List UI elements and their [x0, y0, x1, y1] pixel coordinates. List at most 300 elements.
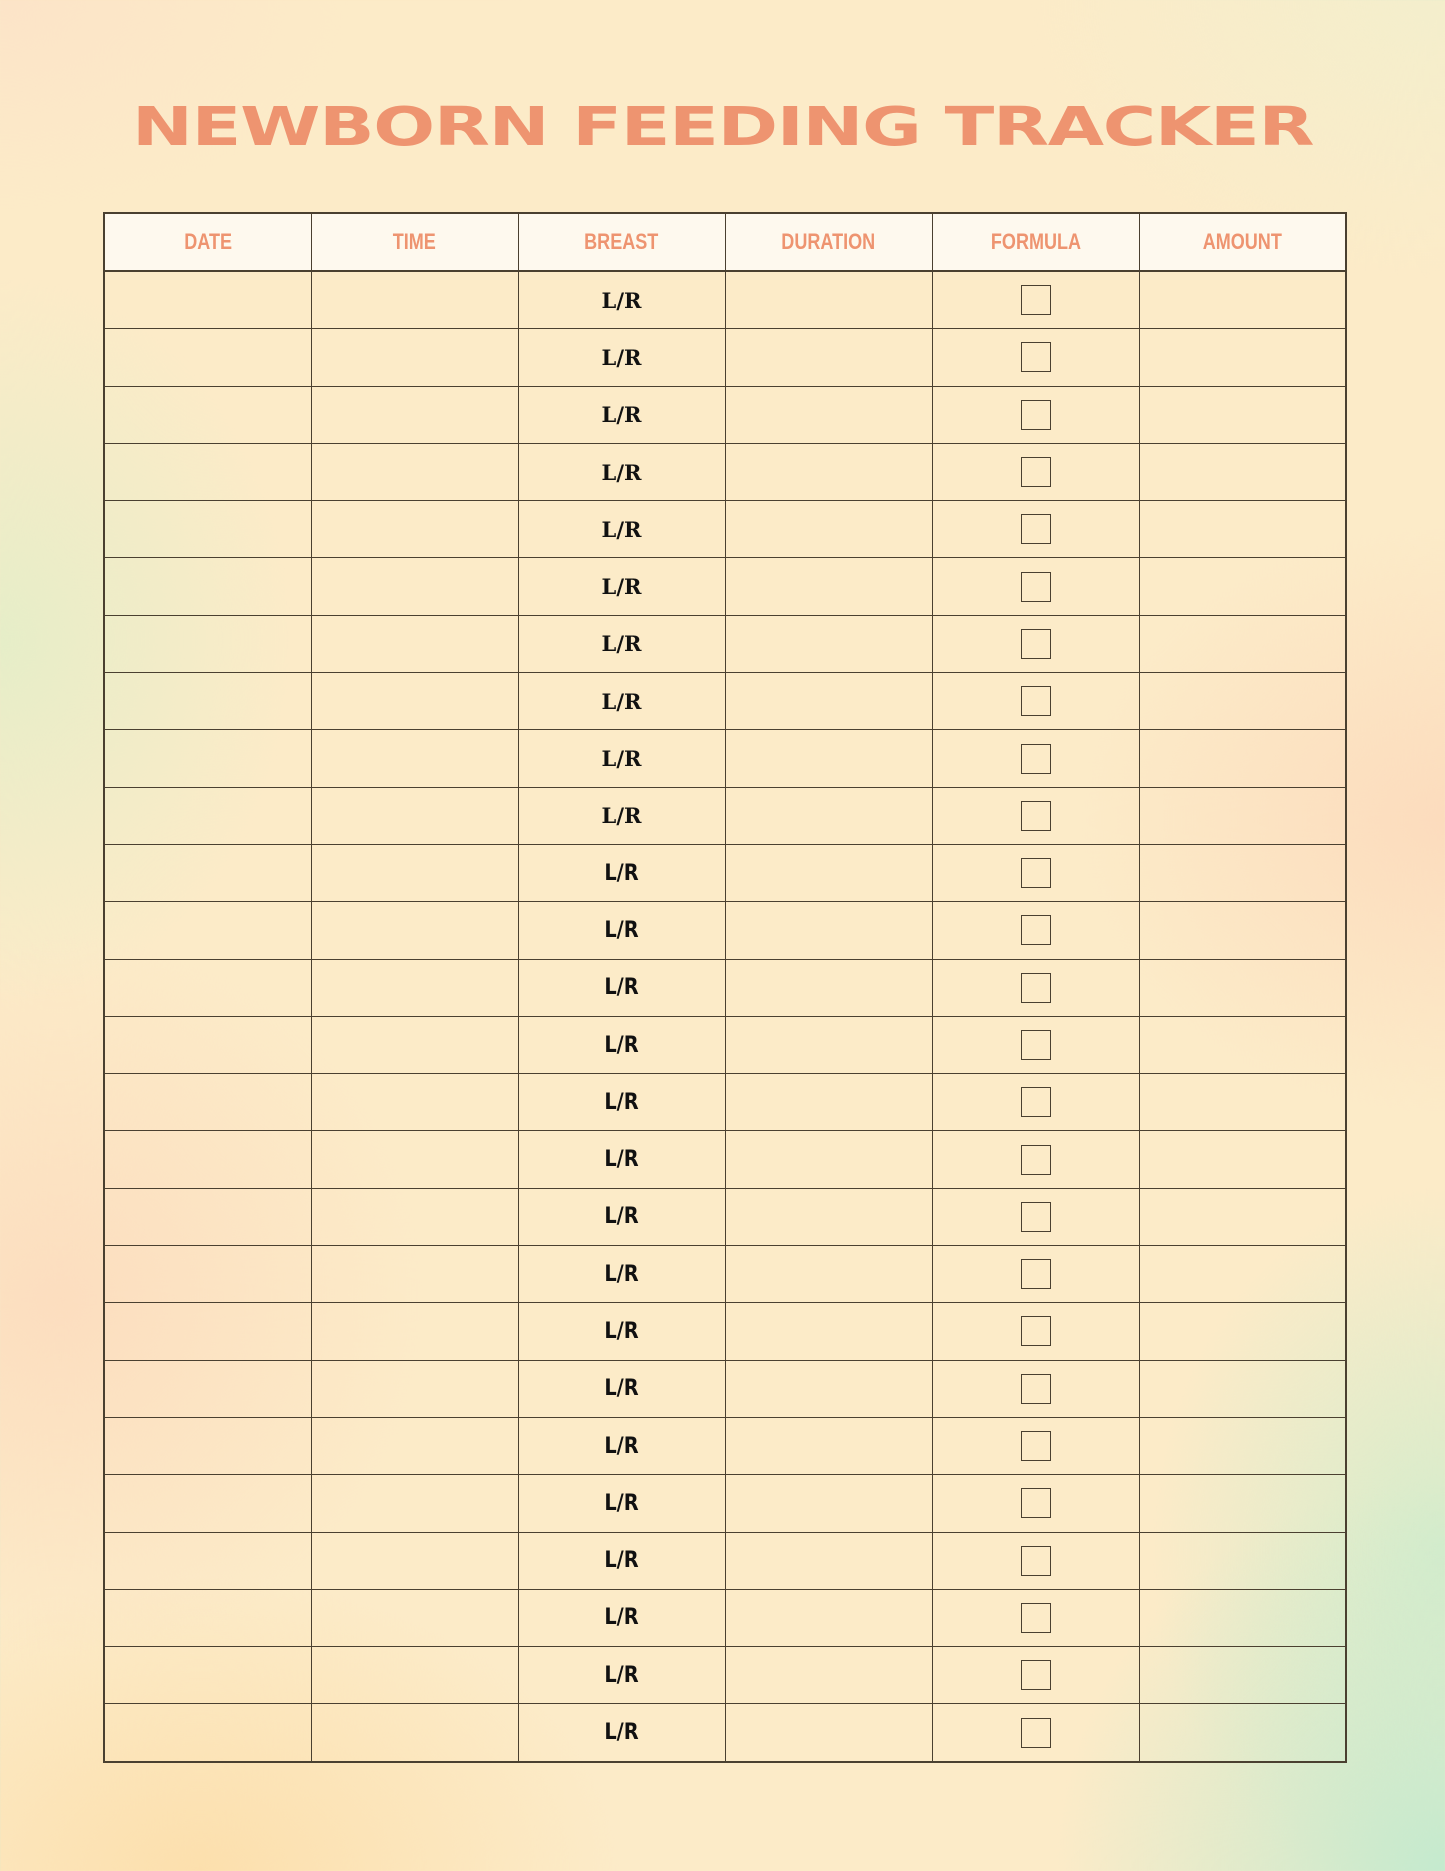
breast-side-option[interactable]: L/R [604, 1605, 639, 1631]
breast-cell[interactable] [518, 1704, 725, 1762]
date-cell[interactable] [104, 1074, 311, 1131]
amount-value[interactable] [1140, 1017, 1346, 1073]
formula-checkbox[interactable] [1021, 285, 1051, 315]
breast-cell[interactable] [518, 1016, 725, 1073]
date-cell[interactable] [104, 1303, 311, 1360]
breast-cell[interactable] [518, 1475, 725, 1532]
amount-value[interactable] [1140, 444, 1346, 500]
date-value[interactable] [105, 730, 311, 786]
breast-cell[interactable] [518, 443, 725, 500]
duration-cell[interactable] [725, 730, 932, 787]
date-cell[interactable] [104, 1246, 311, 1303]
breast-cell[interactable] [518, 673, 725, 730]
time-cell[interactable] [311, 1360, 518, 1417]
duration-value[interactable] [726, 444, 932, 500]
breast-cell[interactable] [518, 386, 725, 443]
duration-value[interactable] [726, 558, 932, 614]
amount-cell[interactable] [1139, 615, 1346, 672]
duration-cell[interactable] [725, 1303, 932, 1360]
time-cell[interactable] [311, 730, 518, 787]
amount-cell[interactable] [1139, 673, 1346, 730]
duration-cell[interactable] [725, 1704, 932, 1762]
duration-value[interactable] [726, 1189, 932, 1245]
breast-side-option[interactable]: L/R [604, 1147, 639, 1173]
duration-value[interactable] [726, 845, 932, 901]
duration-value[interactable] [726, 1647, 932, 1703]
amount-cell[interactable] [1139, 1016, 1346, 1073]
duration-value[interactable] [726, 1704, 932, 1760]
breast-cell[interactable] [518, 1246, 725, 1303]
time-cell[interactable] [311, 1188, 518, 1245]
formula-checkbox[interactable] [1021, 801, 1051, 831]
time-value[interactable] [312, 558, 518, 614]
date-cell[interactable] [104, 558, 311, 615]
breast-side-option[interactable]: L/R [601, 516, 642, 542]
amount-value[interactable] [1140, 1647, 1346, 1703]
formula-checkbox[interactable] [1021, 629, 1051, 659]
formula-checkbox[interactable] [1021, 915, 1051, 945]
amount-cell[interactable] [1139, 1246, 1346, 1303]
time-value[interactable] [312, 1704, 518, 1760]
amount-cell[interactable] [1139, 1188, 1346, 1245]
date-cell[interactable] [104, 1131, 311, 1188]
formula-cell [932, 1532, 1139, 1589]
duration-cell[interactable] [725, 1074, 932, 1131]
formula-checkbox[interactable] [1021, 1488, 1051, 1518]
formula-cell [932, 730, 1139, 787]
time-value[interactable] [312, 845, 518, 901]
duration-value[interactable] [726, 272, 932, 328]
amount-value[interactable] [1140, 1361, 1346, 1417]
amount-cell[interactable] [1139, 1360, 1346, 1417]
amount-cell[interactable] [1139, 558, 1346, 615]
date-value[interactable] [105, 1533, 311, 1589]
amount-value[interactable] [1140, 1704, 1346, 1760]
time-value[interactable] [312, 1131, 518, 1187]
amount-value[interactable] [1140, 501, 1346, 557]
duration-value[interactable] [726, 501, 932, 557]
formula-checkbox[interactable] [1021, 858, 1051, 888]
breast-side-option[interactable]: L/R [601, 402, 642, 428]
time-value[interactable] [312, 673, 518, 729]
amount-value[interactable] [1140, 387, 1346, 443]
date-cell[interactable] [104, 386, 311, 443]
breast-side-option[interactable]: L/R [601, 459, 642, 485]
time-value[interactable] [312, 444, 518, 500]
date-cell[interactable] [104, 615, 311, 672]
duration-cell[interactable] [725, 1131, 932, 1188]
date-value[interactable] [105, 1418, 311, 1474]
amount-cell[interactable] [1139, 959, 1346, 1016]
time-cell[interactable] [311, 1131, 518, 1188]
amount-cell[interactable] [1139, 1417, 1346, 1474]
duration-cell[interactable] [725, 329, 932, 386]
time-value[interactable] [312, 272, 518, 328]
date-value[interactable] [105, 1475, 311, 1531]
breast-cell[interactable] [518, 271, 725, 329]
duration-value[interactable] [726, 1017, 932, 1073]
time-cell[interactable] [311, 1016, 518, 1073]
table-row [104, 501, 1346, 558]
date-cell[interactable] [104, 1589, 311, 1646]
breast-side-option[interactable]: L/R [604, 1089, 639, 1115]
date-value[interactable] [105, 272, 311, 328]
breast-side-option[interactable]: L/R [601, 803, 642, 829]
time-value[interactable] [312, 1246, 518, 1302]
duration-value[interactable] [726, 902, 932, 958]
time-value[interactable] [312, 616, 518, 672]
amount-cell[interactable] [1139, 443, 1346, 500]
duration-value[interactable] [726, 387, 932, 443]
date-value[interactable] [105, 673, 311, 729]
amount-value[interactable] [1140, 272, 1346, 328]
amount-value[interactable] [1140, 1246, 1346, 1302]
duration-value[interactable] [726, 329, 932, 385]
time-value[interactable] [312, 902, 518, 958]
duration-cell[interactable] [725, 558, 932, 615]
time-cell[interactable] [311, 1417, 518, 1474]
date-cell[interactable] [104, 1016, 311, 1073]
date-value[interactable] [105, 1131, 311, 1187]
date-value[interactable] [105, 1017, 311, 1073]
time-value[interactable] [312, 1475, 518, 1531]
breast-cell[interactable] [518, 329, 725, 386]
duration-value[interactable] [726, 1418, 932, 1474]
time-value[interactable] [312, 1303, 518, 1359]
column-header-amount: AMOUNT [1139, 213, 1346, 271]
breast-side-option[interactable]: L/R [604, 1261, 639, 1287]
date-cell[interactable] [104, 1360, 311, 1417]
duration-cell[interactable] [725, 1647, 932, 1704]
amount-cell[interactable] [1139, 902, 1346, 959]
time-cell[interactable] [311, 1704, 518, 1762]
duration-cell[interactable] [725, 1246, 932, 1303]
breast-cell[interactable] [518, 1074, 725, 1131]
table-row [104, 1647, 1346, 1704]
duration-cell[interactable] [725, 1475, 932, 1532]
table-row [104, 271, 1346, 329]
formula-checkbox[interactable] [1021, 514, 1051, 544]
duration-value[interactable] [726, 1074, 932, 1130]
time-cell[interactable] [311, 1647, 518, 1704]
time-value[interactable] [312, 730, 518, 786]
breast-cell[interactable] [518, 730, 725, 787]
duration-cell[interactable] [725, 902, 932, 959]
time-value[interactable] [312, 1074, 518, 1130]
breast-cell[interactable] [518, 1188, 725, 1245]
breast-cell[interactable] [518, 1417, 725, 1474]
time-cell[interactable] [311, 902, 518, 959]
duration-value[interactable] [726, 1131, 932, 1187]
time-cell[interactable] [311, 615, 518, 672]
date-cell[interactable] [104, 1417, 311, 1474]
breast-side-option[interactable]: L/R [604, 1204, 639, 1230]
breast-cell[interactable] [518, 787, 725, 844]
breast-cell[interactable] [518, 501, 725, 558]
amount-value[interactable] [1140, 1475, 1346, 1531]
table-row [104, 844, 1346, 901]
breast-side-option[interactable]: L/R [601, 574, 642, 600]
duration-cell[interactable] [725, 959, 932, 1016]
date-cell[interactable] [104, 1475, 311, 1532]
date-value[interactable] [105, 1704, 311, 1760]
time-cell[interactable] [311, 1074, 518, 1131]
amount-value[interactable] [1140, 1074, 1346, 1130]
breast-side-option[interactable]: L/R [604, 1433, 639, 1459]
duration-cell[interactable] [725, 386, 932, 443]
formula-checkbox[interactable] [1021, 572, 1051, 602]
amount-value[interactable] [1140, 1303, 1346, 1359]
time-value[interactable] [312, 1189, 518, 1245]
formula-cell [932, 615, 1139, 672]
duration-cell[interactable] [725, 1532, 932, 1589]
duration-value[interactable] [726, 1533, 932, 1589]
time-value[interactable] [312, 788, 518, 844]
breast-cell[interactable] [518, 1303, 725, 1360]
duration-cell[interactable] [725, 1360, 932, 1417]
breast-side-option[interactable]: L/R [604, 975, 639, 1001]
amount-cell[interactable] [1139, 844, 1346, 901]
amount-cell[interactable] [1139, 1074, 1346, 1131]
date-cell[interactable] [104, 673, 311, 730]
formula-checkbox[interactable] [1021, 1259, 1051, 1289]
date-cell[interactable] [104, 443, 311, 500]
breast-cell[interactable] [518, 615, 725, 672]
time-value[interactable] [312, 1647, 518, 1703]
breast-side-option[interactable]: L/R [604, 1376, 639, 1402]
duration-value[interactable] [726, 673, 932, 729]
amount-value[interactable] [1140, 845, 1346, 901]
formula-cell [932, 1475, 1139, 1532]
time-cell[interactable] [311, 443, 518, 500]
duration-cell[interactable] [725, 787, 932, 844]
date-value[interactable] [105, 788, 311, 844]
breast-side-option[interactable]: L/R [601, 631, 642, 657]
date-value[interactable] [105, 960, 311, 1016]
time-cell[interactable] [311, 1475, 518, 1532]
time-value[interactable] [312, 329, 518, 385]
amount-cell[interactable] [1139, 1704, 1346, 1762]
amount-cell[interactable] [1139, 271, 1346, 329]
duration-value[interactable] [726, 1475, 932, 1531]
formula-checkbox[interactable] [1021, 686, 1051, 716]
time-cell[interactable] [311, 386, 518, 443]
breast-side-option[interactable]: L/R [604, 1720, 639, 1746]
breast-side-option[interactable]: L/R [601, 746, 642, 772]
date-value[interactable] [105, 1647, 311, 1703]
formula-checkbox[interactable] [1021, 1145, 1051, 1175]
duration-cell[interactable] [725, 844, 932, 901]
breast-side-option[interactable]: L/R [601, 688, 642, 714]
duration-value[interactable] [726, 788, 932, 844]
formula-checkbox[interactable] [1021, 1431, 1051, 1461]
date-value[interactable] [105, 387, 311, 443]
breast-cell[interactable] [518, 558, 725, 615]
amount-value[interactable] [1140, 673, 1346, 729]
time-value[interactable] [312, 1361, 518, 1417]
amount-cell[interactable] [1139, 1303, 1346, 1360]
table-row [104, 386, 1346, 443]
date-value[interactable] [105, 558, 311, 614]
date-cell[interactable] [104, 1532, 311, 1589]
amount-value[interactable] [1140, 788, 1346, 844]
formula-checkbox[interactable] [1021, 457, 1051, 487]
amount-cell[interactable] [1139, 501, 1346, 558]
formula-checkbox[interactable] [1021, 1374, 1051, 1404]
amount-cell[interactable] [1139, 1589, 1346, 1646]
time-cell[interactable] [311, 1589, 518, 1646]
duration-cell[interactable] [725, 1188, 932, 1245]
formula-checkbox[interactable] [1021, 973, 1051, 1003]
date-cell[interactable] [104, 329, 311, 386]
time-cell[interactable] [311, 271, 518, 329]
time-cell[interactable] [311, 844, 518, 901]
amount-value[interactable] [1140, 329, 1346, 385]
date-cell[interactable] [104, 959, 311, 1016]
date-cell[interactable] [104, 1188, 311, 1245]
date-cell[interactable] [104, 844, 311, 901]
breast-cell[interactable] [518, 1131, 725, 1188]
date-value[interactable] [105, 1361, 311, 1417]
amount-value[interactable] [1140, 1418, 1346, 1474]
date-value[interactable] [105, 1246, 311, 1302]
time-cell[interactable] [311, 787, 518, 844]
date-cell[interactable] [104, 787, 311, 844]
breast-side-option[interactable]: L/R [601, 287, 642, 313]
amount-value[interactable] [1140, 1590, 1346, 1646]
breast-cell[interactable] [518, 1360, 725, 1417]
duration-value[interactable] [726, 1361, 932, 1417]
breast-side-option[interactable]: L/R [604, 1490, 639, 1516]
duration-cell[interactable] [725, 271, 932, 329]
time-cell[interactable] [311, 558, 518, 615]
formula-checkbox[interactable] [1021, 400, 1051, 430]
duration-value[interactable] [726, 730, 932, 786]
amount-cell[interactable] [1139, 787, 1346, 844]
time-value[interactable] [312, 1533, 518, 1589]
amount-cell[interactable] [1139, 386, 1346, 443]
time-value[interactable] [312, 960, 518, 1016]
time-value[interactable] [312, 1418, 518, 1474]
duration-cell[interactable] [725, 501, 932, 558]
amount-value[interactable] [1140, 730, 1346, 786]
duration-value[interactable] [726, 960, 932, 1016]
breast-cell[interactable] [518, 844, 725, 901]
date-cell[interactable] [104, 730, 311, 787]
amount-value[interactable] [1140, 616, 1346, 672]
amount-cell[interactable] [1139, 1131, 1346, 1188]
breast-side-option[interactable]: L/R [604, 860, 639, 886]
date-value[interactable] [105, 845, 311, 901]
formula-checkbox[interactable] [1021, 1316, 1051, 1346]
duration-cell[interactable] [725, 1417, 932, 1474]
date-value[interactable] [105, 444, 311, 500]
breast-cell[interactable] [518, 902, 725, 959]
date-value[interactable] [105, 616, 311, 672]
formula-checkbox[interactable] [1021, 1202, 1051, 1232]
formula-checkbox[interactable] [1021, 1603, 1051, 1633]
duration-cell[interactable] [725, 673, 932, 730]
amount-value[interactable] [1140, 1131, 1346, 1187]
breast-side-option[interactable]: L/R [604, 917, 639, 943]
duration-cell[interactable] [725, 615, 932, 672]
breast-side-option[interactable]: L/R [604, 1032, 639, 1058]
formula-checkbox[interactable] [1021, 1087, 1051, 1117]
date-value[interactable] [105, 1590, 311, 1646]
date-value[interactable] [105, 1074, 311, 1130]
time-cell[interactable] [311, 1246, 518, 1303]
date-value[interactable] [105, 329, 311, 385]
formula-cell [932, 1303, 1139, 1360]
formula-checkbox[interactable] [1021, 1660, 1051, 1690]
time-value[interactable] [312, 387, 518, 443]
date-value[interactable] [105, 1303, 311, 1359]
amount-cell[interactable] [1139, 730, 1346, 787]
time-cell[interactable] [311, 1303, 518, 1360]
amount-value[interactable] [1140, 1189, 1346, 1245]
time-value[interactable] [312, 501, 518, 557]
formula-cell [932, 386, 1139, 443]
duration-cell[interactable] [725, 443, 932, 500]
date-value[interactable] [105, 1189, 311, 1245]
breast-cell[interactable] [518, 1532, 725, 1589]
duration-value[interactable] [726, 1246, 932, 1302]
table-row [104, 1303, 1346, 1360]
time-cell[interactable] [311, 1532, 518, 1589]
time-value[interactable] [312, 1590, 518, 1646]
amount-cell[interactable] [1139, 1475, 1346, 1532]
amount-value[interactable] [1140, 1533, 1346, 1589]
formula-checkbox[interactable] [1021, 1030, 1051, 1060]
date-value[interactable] [105, 501, 311, 557]
date-cell[interactable] [104, 1647, 311, 1704]
formula-checkbox[interactable] [1021, 1546, 1051, 1576]
amount-value[interactable] [1140, 902, 1346, 958]
date-cell[interactable] [104, 501, 311, 558]
breast-side-option[interactable]: L/R [601, 344, 642, 370]
duration-value[interactable] [726, 1590, 932, 1646]
time-value[interactable] [312, 1017, 518, 1073]
date-value[interactable] [105, 902, 311, 958]
duration-cell[interactable] [725, 1589, 932, 1646]
time-cell[interactable] [311, 673, 518, 730]
table-row [104, 1016, 1346, 1073]
breast-side-option[interactable]: L/R [604, 1318, 639, 1344]
breast-cell[interactable] [518, 1589, 725, 1646]
amount-value[interactable] [1140, 558, 1346, 614]
duration-value[interactable] [726, 1303, 932, 1359]
breast-side-option[interactable]: L/R [604, 1548, 639, 1574]
formula-checkbox[interactable] [1021, 744, 1051, 774]
breast-cell[interactable] [518, 959, 725, 1016]
amount-cell[interactable] [1139, 1647, 1346, 1704]
breast-cell[interactable] [518, 1647, 725, 1704]
time-cell[interactable] [311, 501, 518, 558]
breast-side-option[interactable]: L/R [604, 1662, 639, 1688]
duration-cell[interactable] [725, 1016, 932, 1073]
amount-cell[interactable] [1139, 1532, 1346, 1589]
duration-value[interactable] [726, 616, 932, 672]
time-cell[interactable] [311, 959, 518, 1016]
date-cell[interactable] [104, 271, 311, 329]
date-cell[interactable] [104, 1704, 311, 1762]
amount-value[interactable] [1140, 960, 1346, 1016]
date-cell[interactable] [104, 902, 311, 959]
formula-checkbox[interactable] [1021, 342, 1051, 372]
time-cell[interactable] [311, 329, 518, 386]
formula-checkbox[interactable] [1021, 1718, 1051, 1748]
amount-cell[interactable] [1139, 329, 1346, 386]
